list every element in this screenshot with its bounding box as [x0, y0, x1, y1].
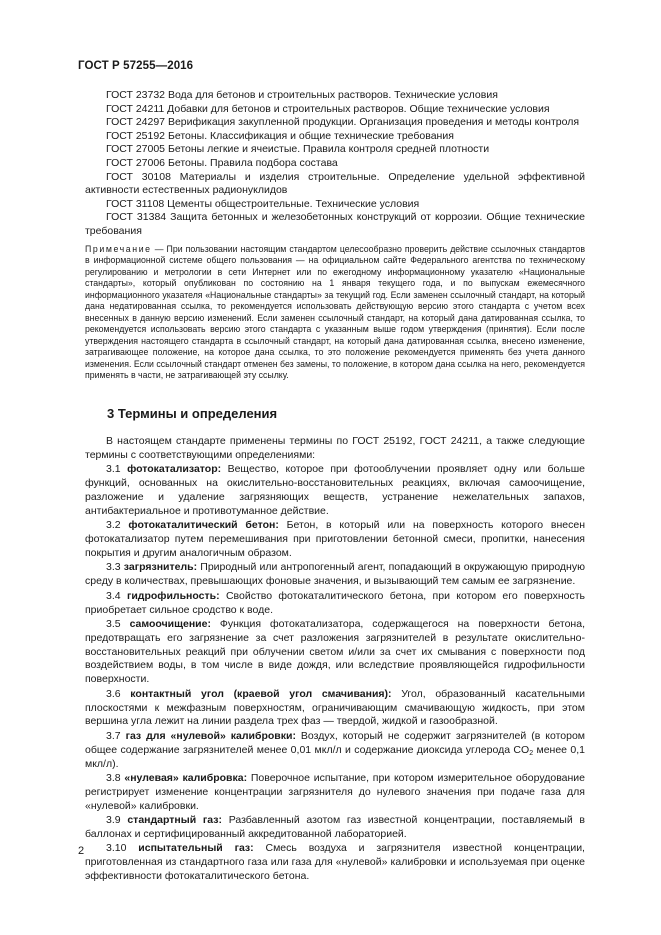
term-number: 3.3 [106, 561, 121, 574]
reference-item: ГОСТ 31108 Цементы общестроительные. Технические условия [106, 197, 420, 210]
term-definition [85, 814, 585, 842]
term-number: 3.5 [106, 617, 121, 630]
term-number: 3.6 [106, 687, 121, 700]
section-intro: В настоящем стандарте применены термины по ГОСТ 25192, ГОСТ 24211, а также следующие термины с соответствующими определениями: [85, 435, 585, 461]
term-number: 3.1 [106, 463, 121, 476]
reference-item: ГОСТ 27006 Бетоны. Правила подбора состава [106, 156, 338, 169]
normative-references-list [85, 89, 585, 239]
term-definition [85, 730, 585, 772]
term-number: 3.2 [106, 519, 121, 532]
reference-item: ГОСТ 27005 Бетоны легкие и ячеистые. Правила контроля средней плотности [106, 143, 490, 156]
reference-item: ГОСТ 30108 Материалы и изделия строительные. Определение удельной эффективной активности естественных радионуклидов [85, 170, 585, 197]
term-name: испытательный газ: [138, 842, 254, 855]
references-note [85, 244, 585, 381]
note-text: — При пользовании настоящим стандартом целесообразно проверить действие ссылочных стандартов в информационной системе общего пользования — на официальном сайте Федерального агентства по техническому регулированию и метрологии в сети Интернет или по ежегодному информационному указателю «Национальные стандарты», который опубликован по состоянию на 1 января текущего года, и по выпускам ежемесячного информационного указателя «Национальные стандарты» за текущий год. Если заменен ссылочный стандарт, на который дана недатированная ссылка, то рекомендуется использовать действующую версию этого стандарта с учетом всех внесенных в данную версию изменений. Если заменен ссылочный стандарт, на который дана датированная ссылка, то рекомендуется использовать версию этого стандарта с указанным выше годом утверждения (принятия). Если после утверждения настоящего стандарта в ссылочный стандарт, на который дана датированная ссылка, внесено изменение, затрагивающее положение, на которое дана ссылка, то это положение рекомендуется применять без учета данного изменения. Если ссылочный стандарт отменен без замены, то положение, в котором дана ссылка на него, рекомендуется применять в части, не затрагивающей эту ссылку. [85, 244, 585, 380]
reference-item: ГОСТ 23732 Вода для бетонов и строительных растворов. Технические условия [106, 89, 498, 101]
term-number: 3.4 [106, 589, 121, 602]
term-text: Поверочное испытание, при котором измерительное оборудование регистрирует изменение концентрации загрязнителя до нулевого значения при подаче газа для «нулевой» калибровки. [85, 772, 586, 812]
term-text: Природный или антропогенный агент, попадающий в окружающую природную среду в количествах, превышающих фоновые значения, и вызывающий тем самым ее загрязнение. [85, 561, 585, 588]
reference-item: ГОСТ 25192 Бетоны. Классификация и общие технические требования [106, 129, 454, 142]
term-text: Разбавленный азотом газ известной концентрации, поставляемый в баллонах и сертифицированный аккредитованной лабораторией. [85, 814, 586, 840]
terms-section-body [85, 435, 585, 885]
term-text: Вещество, которое при фотооблучении проявляет одну или больше функций, основанных на окислительно-восстановительных реакциях, включая самоочищение, разложение и удаление загрязняющих веществ, устранение нежелательных запахов, антибактериальное и противотуманное действие. [85, 463, 585, 517]
term-text: Воздух, который не содержит загрязнителей (в котором общее содержание загрязнителей менее 0,01 мкл/л и содержание диоксида углерода CO [85, 729, 585, 756]
document-header: ГОСТ Р 57255—2016 [78, 60, 194, 72]
term-name: газ для «нулевой» калибровки: [125, 729, 296, 742]
term-name: самоочищение: [129, 617, 211, 630]
term-definition [85, 842, 585, 884]
term-number: 3.8 [106, 772, 121, 784]
term-text: Угол, образованный касательными плоскостями к межфазным поверхностям, ограничивающим смачивающую жидкость, при этом вершина угла лежит на линии раздела трех фаз — твердой, жидкой и газообразной. [85, 687, 585, 728]
term-name: гидрофильность: [126, 589, 220, 602]
term-definition [85, 688, 585, 730]
term-name: фотокаталитический бетон: [128, 519, 279, 532]
term-number: 3.7 [106, 729, 121, 742]
term-text: Функция фотокатализатора, содержащегося на поверхности бетона, предотвращать его загрязнение за счет разложения загрязнителей в результате окислительно-восстановительных реакций при облучении светом и/или за счет их смывания с поверхности под воздействием воды, в том числе в виде дождя, или вследствие проявляющейся гидрофильности поверхности. [85, 617, 585, 686]
term-definition [85, 772, 585, 814]
term-number: 3.9 [106, 814, 121, 827]
subscript: 2 [529, 749, 534, 757]
term-number: 3.10 [106, 842, 127, 855]
note-label: Примечание [85, 244, 152, 254]
term-text: Бетон, в который или на поверхность которого внесен фотокатализатор путем перемешивания при приготовлении бетонной смеси, пропитки, нанесения покрытия и другим аналогичным образом. [85, 519, 585, 559]
term-definition [85, 561, 585, 589]
reference-item: ГОСТ 24297 Верификация закупленной продукции. Организация проведения и методы контроля [106, 116, 580, 129]
term-definition [85, 463, 585, 518]
term-definition [85, 519, 585, 561]
term-text: Свойство фотокаталитического бетона, при котором его поверхность приобретает сильное сродство к воде. [85, 589, 586, 616]
term-definition [85, 618, 585, 687]
term-name: стандартный газ: [127, 814, 222, 827]
term-name: загрязнитель: [123, 561, 198, 574]
section-title: 3 Термины и определения [107, 406, 278, 421]
reference-item: ГОСТ 31384 Защита бетонных и железобетонных конструкций от коррозии. Общие технические требования [85, 211, 585, 237]
term-name: контактный угол (краевой угол смачивания): [130, 687, 392, 700]
term-definition [85, 590, 585, 618]
term-name: фотокатализатор: [127, 463, 222, 476]
term-text-end: менее 0,1 мкл/л). [85, 743, 586, 770]
term-name: «нулевая» калибровка: [124, 772, 248, 784]
reference-item: ГОСТ 24211 Добавки для бетонов и строительных растворов. Общие технические условия [106, 102, 550, 115]
page-number: 2 [78, 845, 85, 857]
term-text: Смесь воздуха и загрязнителя известной концентрации, приготовленная из стандартного газа или газа для «нулевой» калибровки и используемая при оценке эффективности фотокаталитического бетона. [85, 842, 585, 883]
